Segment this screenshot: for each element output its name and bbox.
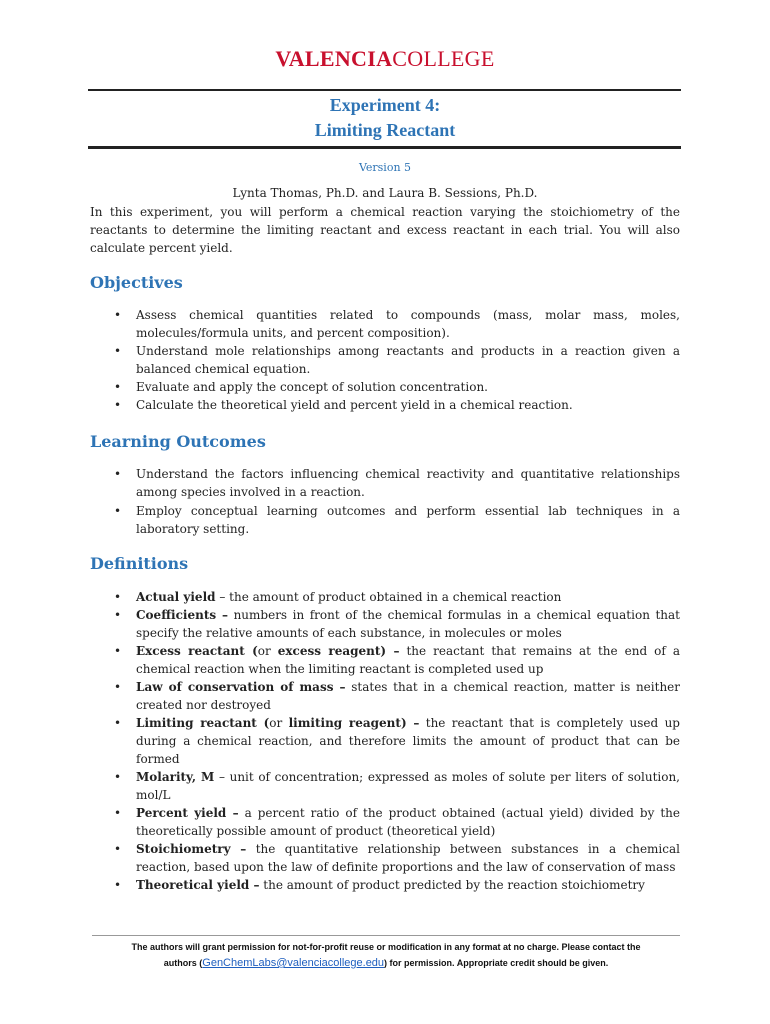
title-top-rule bbox=[88, 89, 681, 91]
definition-term: Percent yield – bbox=[136, 806, 239, 820]
experiment-title: Limiting Reactant bbox=[314, 120, 456, 140]
definition-item bbox=[90, 606, 680, 642]
learning-outcomes-heading: Learning Outcomes bbox=[90, 432, 266, 451]
definition-term-alt: excess reagent) – bbox=[277, 644, 400, 658]
definition-item bbox=[90, 642, 680, 678]
title-bottom-rule bbox=[88, 146, 681, 149]
footer-rule bbox=[92, 935, 680, 936]
definition-item bbox=[90, 840, 680, 876]
definition-text: the quantitative relationship between substances in a chemical reaction, based upon the law of definite proportions and the law of conservation of mass bbox=[136, 842, 680, 874]
definition-term: Molarity, M bbox=[136, 770, 215, 784]
definition-term: Theoretical yield – bbox=[136, 878, 260, 892]
logo-strong-text: VALENCIA bbox=[275, 46, 393, 71]
footer-note bbox=[92, 939, 680, 971]
definition-term: Excess reactant ( bbox=[136, 644, 258, 658]
definition-text: the amount of product predicted by the reaction stoichiometry bbox=[259, 878, 645, 892]
definition-text: – unit of concentration; expressed as moles of solute per liters of solution, mol/L bbox=[136, 770, 680, 802]
version-label: Version 5 bbox=[358, 161, 412, 174]
definition-item bbox=[90, 714, 680, 768]
definition-text: – the amount of product obtained in a chemical reaction bbox=[215, 590, 562, 604]
contact-email-link[interactable]: GenChemLabs@valenciacollege.edu bbox=[202, 957, 385, 969]
authors-line: Lynta Thomas, Ph.D. and Laura B. Sessions, Ph.D. bbox=[232, 186, 538, 200]
definition-item bbox=[90, 876, 680, 894]
definition-connector: or bbox=[257, 644, 278, 658]
list-item: • Evaluate and apply the concept of solution concentration. bbox=[90, 378, 680, 396]
experiment-number: Experiment 4: bbox=[329, 95, 441, 115]
definition-text: numbers in front of the chemical formulas in a chemical equation that specify the relative amounts of each substance, in molecules or moles bbox=[136, 608, 680, 640]
footer-line-1: The authors will grant permission for not-for-profit reuse or modification in any format at no charge. Please contact the bbox=[131, 942, 641, 952]
definition-term: Law of conservation of mass – bbox=[136, 680, 346, 694]
definitions-heading: Definitions bbox=[90, 554, 189, 573]
definition-text: states that in a chemical reaction, matter is neither created nor destroyed bbox=[136, 680, 681, 712]
list-item: • Understand the factors influencing chemical reactivity and quantitative relationships among species involved in a reaction. bbox=[90, 465, 680, 501]
definition-item bbox=[90, 678, 680, 714]
definition-item bbox=[90, 588, 680, 606]
definition-term-alt: limiting reagent) – bbox=[288, 716, 420, 730]
footer-line-2 bbox=[92, 955, 680, 971]
objectives-heading: Objectives bbox=[90, 273, 183, 292]
definition-item bbox=[90, 804, 680, 840]
definition-term: Coefficients – bbox=[136, 608, 229, 622]
list-item: • Employ conceptual learning outcomes and perform essential lab techniques in a laboratory setting. bbox=[90, 502, 680, 538]
college-logo bbox=[0, 46, 770, 72]
definitions-list bbox=[90, 588, 680, 894]
list-item: • Assess chemical quantities related to compounds (mass, molar mass, moles, molecules/formula units, and percent composition). bbox=[90, 306, 680, 342]
definition-text: the reactant that remains at the end of a chemical reaction when the limiting reactant is completed used up bbox=[136, 644, 680, 676]
definition-item bbox=[90, 768, 680, 804]
learning-outcomes-list bbox=[90, 465, 680, 539]
definition-term: Limiting reactant ( bbox=[136, 716, 270, 730]
definition-text: a percent ratio of the product obtained (actual yield) divided by the theoretically possible amount of product (theoretical yield) bbox=[136, 806, 680, 838]
footer-post-email: ) for permission. Appropriate credit should be given. bbox=[384, 958, 609, 968]
list-item: • Understand mole relationships among reactants and products in a reaction given a balanced chemical equation. bbox=[90, 342, 680, 378]
definition-text: the reactant that is completely used up during a chemical reaction, and therefore limits the amount of product that can be formed bbox=[136, 716, 680, 766]
definition-connector: or bbox=[269, 716, 289, 730]
list-item: • Calculate the theoretical yield and percent yield in a chemical reaction. bbox=[90, 396, 680, 414]
definition-term: Actual yield bbox=[136, 590, 216, 604]
logo-light-text: COLLEGE bbox=[392, 46, 495, 71]
intro-paragraph: In this experiment, you will perform a chemical reaction varying the stoichiometry of the reactants to determine the limiting reactant and excess reactant in each trial. You will also calculate percent yield. bbox=[90, 205, 680, 255]
definition-term: Stoichiometry – bbox=[136, 842, 247, 856]
footer-pre-email: authors ( bbox=[163, 958, 203, 968]
objectives-list bbox=[90, 306, 680, 414]
